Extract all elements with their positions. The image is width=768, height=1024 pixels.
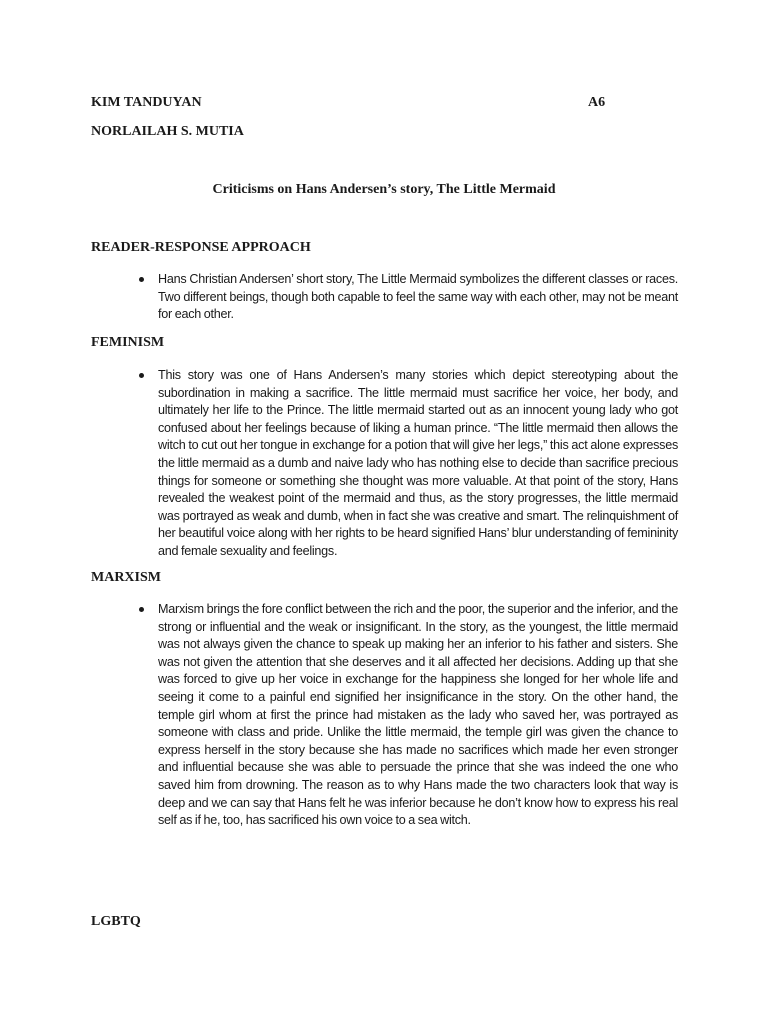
author-name-1: KIM TANDUYAN xyxy=(91,95,202,110)
bullet-icon xyxy=(139,277,144,282)
paragraph-reader-response: Hans Christian Andersen’ short story, The Little Mermaid symbolizes the different classes or races. Two different beings, though both capable to feel the same way with each other, may not be meant for each other. xyxy=(158,272,678,322)
bullet-icon xyxy=(139,607,144,612)
paragraph-feminism: This story was one of Hans Andersen’s many stories which depict stereotyping about the subordination in making a sacrifice. The little mermaid must sacrifice her voice, her body, and ultimately her life to the Prince. The little mermaid started out as an innocent young lady who got confused about her feelings because of liking a human prince. “The little mermaid then allows the witch to cut out her tongue in exchange for a potion that will give her legs,” this act alone expresses the little mermaid as a dumb and naive lady who has nothing else to decide than sacrifice precious things for someone or something she thought was more valuable. At that point of the story, Hans revealed the weakest point of the mermaid and thus, as the story progresses, the little mermaid was portrayed as weak and dumb, when in fact she was creative and smart. The relinquishment of her beautiful voice along with her rights to be heard signified Hans’ blur understanding of femininity and female sexuality and feelings. xyxy=(158,368,678,558)
heading-marxism: MARXISM xyxy=(91,570,161,585)
bullet-icon xyxy=(139,373,144,378)
document-title: Criticisms on Hans Andersen’s story, The Little Mermaid xyxy=(212,182,556,197)
author-name-2: NORLAILAH S. MUTIA xyxy=(91,124,244,139)
heading-lgbtq: LGBTQ xyxy=(91,914,141,929)
heading-feminism: FEMINISM xyxy=(91,335,165,350)
section-code: A6 xyxy=(588,95,606,110)
paragraph-marxism: Marxism brings the fore conflict between the rich and the poor, the superior and the inferior, and the strong or influential and the weak or insignificant. In the story, as the youngest, the little mermaid was not always given the chance to speak up making her an inferior to his father and sisters. She was not given the attention that she deserves and it all affected her decisions. Adding up that she was forced to give up her voice in exchange for the happiness she longed for her whole life and seeing it come to a painful end signified her insignificance in the story. On the other hand, the temple girl whom at first the prince had mistaken as the lady who saved her, was portrayed as someone with class and pride. Unlike the little mermaid, the temple girl was given the chance to express herself in the story because she has made no sacrifices which made her even stronger and influential because she was able to persuade the prince that she was indeed the one who saved him from drowning. The reason as to why Hans made the two characters look that way is deep and we can say that Hans felt he was inferior because he don’t know how to express his real self as if he, too, has sacrificed his own voice to a sea witch. xyxy=(158,602,678,828)
heading-reader-response: READER-RESPONSE APPROACH xyxy=(91,240,311,255)
